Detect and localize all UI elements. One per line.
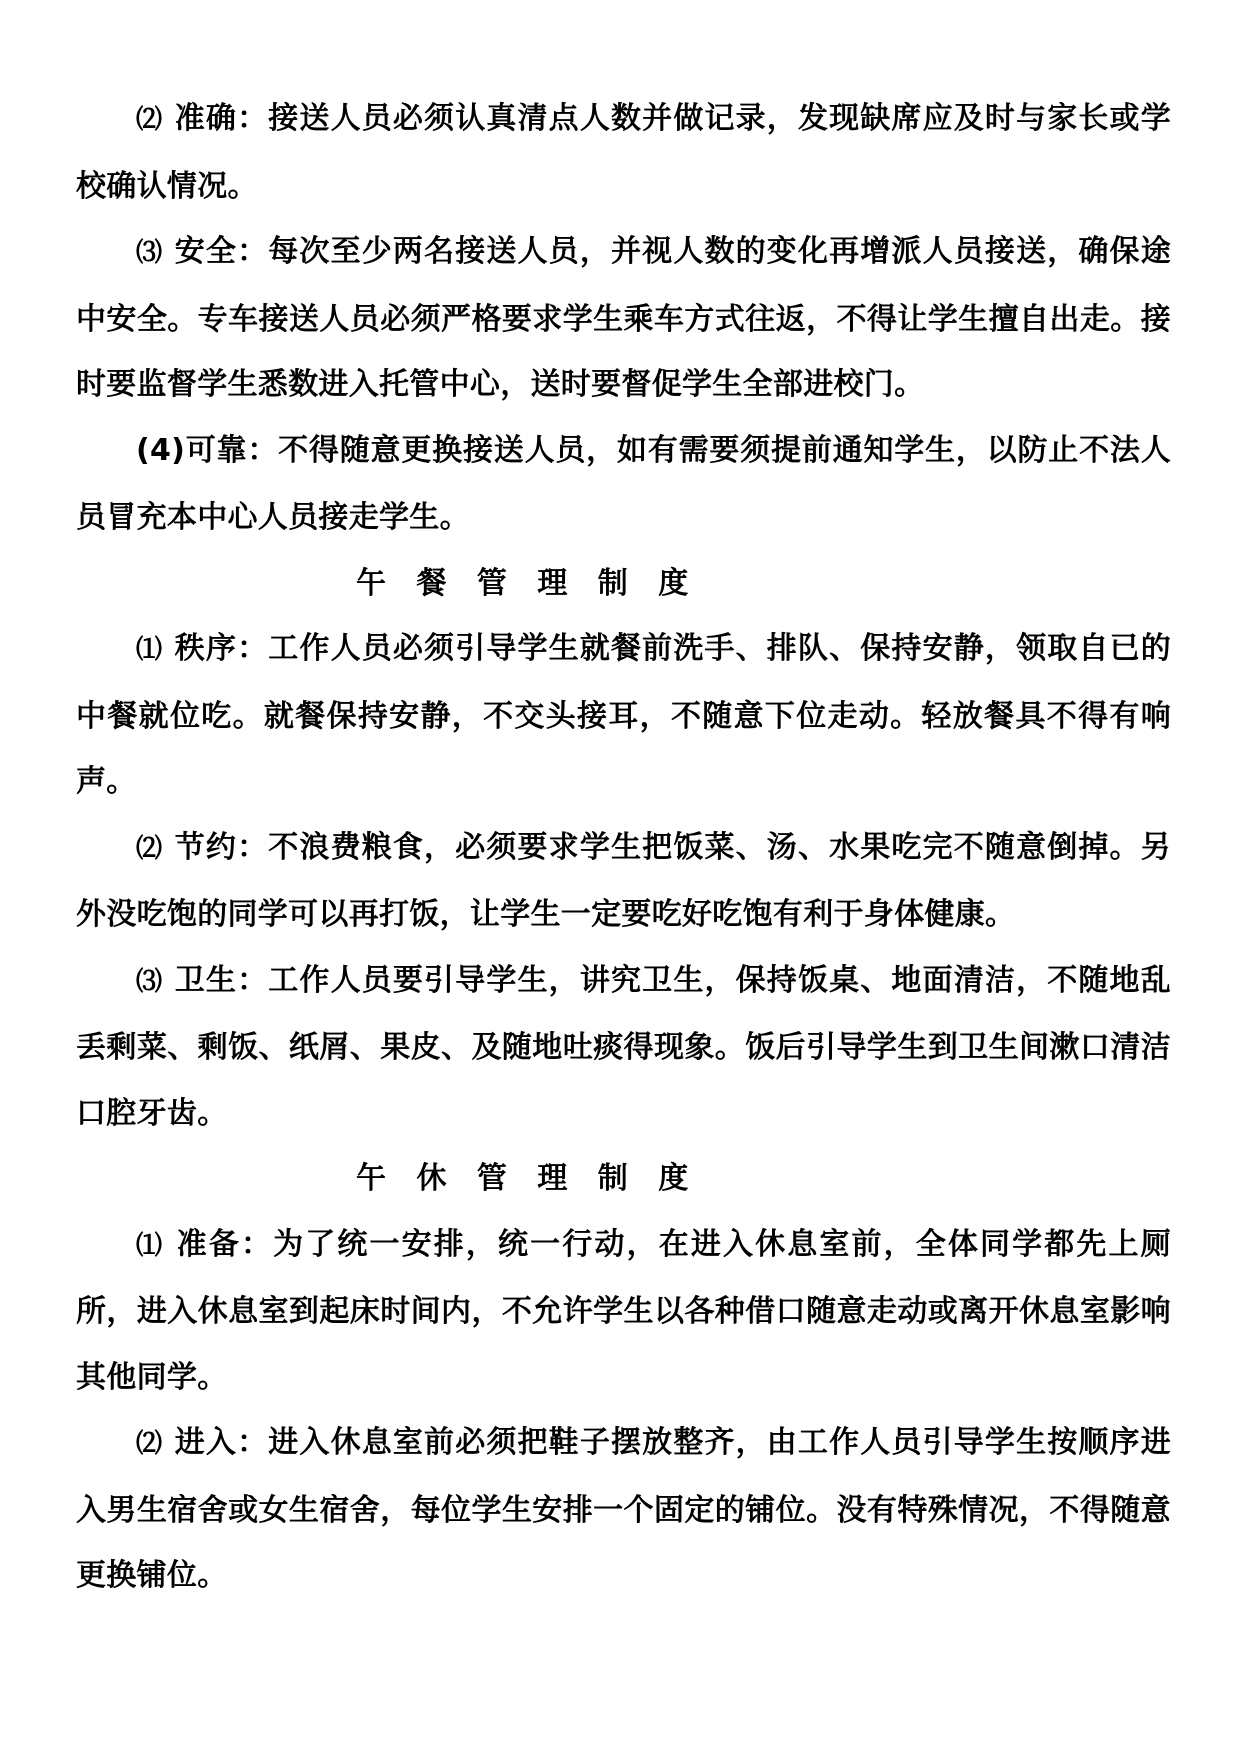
paragraph-accuracy: [76, 86, 1171, 219]
paragraph-text: (4)可靠：不得随意更换接送人员，如有需要须提前通知学生，以防止不法人员冒充本中心人员接走学生。: [76, 432, 1171, 535]
paragraph-hygiene: [76, 948, 1171, 1147]
item-number: ⑵: [136, 105, 164, 135]
paragraph-text: 准备：为了统一安排，统一行动，在进入休息室前，全体同学都先上厕所，进入休息室到起床时间内，不允许学生以各种借口随意走动或离开休息室影响其他同学。: [76, 1226, 1171, 1395]
paragraph-text: 卫生：工作人员要引导学生，讲究卫生，保持饭桌、地面清洁，不随地乱丢剩菜、剩饭、纸屑、果皮、及随地吐痰得现象。饭后引导学生到卫生间漱口清洁口腔牙齿。: [76, 962, 1171, 1131]
paragraph-text: 节约：不浪费粮食，必须要求学生把饭菜、汤、水果吃完不随意倒掉。另外没吃饱的同学可以再打饭，让学生一定要吃好吃饱有利于身体健康。: [76, 829, 1171, 932]
paragraph-text: 准确：接送人员必须认真清点人数并做记录，发现缺席应及时与家长或学校确认情况。: [76, 101, 1171, 204]
item-number: ⑶: [136, 238, 164, 268]
paragraph-safety: [76, 219, 1171, 418]
item-number: ⑵: [136, 1429, 164, 1459]
document-page: [76, 86, 1171, 1609]
paragraph-text: 秩序：工作人员必须引导学生就餐前洗手、排队、保持安静，领取自已的中餐就位吃。就餐保持安静，不交头接耳，不随意下位走动。轻放餐具不得有响声。: [76, 631, 1171, 799]
paragraph-entering: [76, 1410, 1171, 1609]
section-heading-nap: 午 休 管 理 制 度: [356, 1161, 699, 1196]
item-number: ⑵: [136, 833, 164, 864]
item-number: ⑴: [136, 1230, 165, 1261]
paragraph-thrift: [76, 815, 1171, 948]
paragraph-reliability: [76, 418, 1171, 551]
item-number: ⑴: [136, 635, 164, 665]
section-heading-lunch: 午 餐 管 理 制 度: [356, 565, 699, 601]
item-number: ⑶: [136, 966, 164, 997]
paragraph-text: 安全：每次至少两名接送人员，并视人数的变化再增派人员接送，确保途中安全。专车接送人员必须严格要求学生乘车方式往返，不得让学生擅自出走。接时要监督学生悉数进入托管中心，送时要督促学生全部进校门。: [76, 234, 1171, 402]
paragraph-text: 进入：进入休息室前必须把鞋子摆放整齐，由工作人员引导学生按顺序进入男生宿舍或女生宿舍，每位学生安排一个固定的铺位。没有特殊情况，不得随意更换铺位。: [76, 1425, 1171, 1593]
paragraph-order: [76, 616, 1171, 815]
paragraph-preparation: [76, 1212, 1171, 1411]
